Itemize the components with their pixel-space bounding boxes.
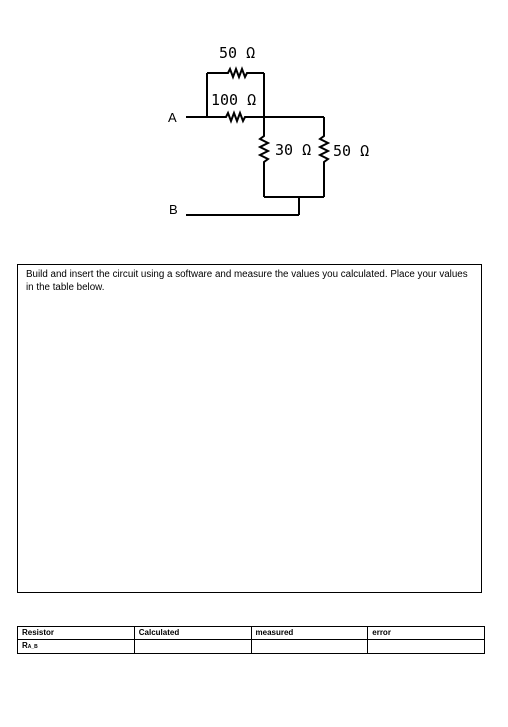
circuit-diagram xyxy=(0,0,508,260)
terminal-b-label: B xyxy=(169,202,178,217)
resistor-symbol: R xyxy=(22,641,28,650)
results-table xyxy=(17,626,485,654)
instructions-text: Build and insert the circuit using a software and measure the values you calculated. Place your values in the table below. xyxy=(26,269,468,293)
terminal-a-label: A xyxy=(168,110,177,125)
table-header-row xyxy=(18,627,485,640)
cell-error[interactable] xyxy=(368,640,485,654)
cell-calculated[interactable] xyxy=(134,640,251,654)
resistor-label-50-top: 50 Ω xyxy=(219,44,256,62)
cell-measured[interactable] xyxy=(251,640,368,654)
resistor-50-right xyxy=(320,117,328,197)
header-calculated: Calculated xyxy=(134,627,251,640)
answer-box[interactable] xyxy=(17,264,482,593)
header-error: error xyxy=(368,627,485,640)
resistor-label-100: 100 Ω xyxy=(211,91,257,109)
resistor-100 xyxy=(207,113,264,121)
header-measured: measured xyxy=(251,627,368,640)
cell-resistor xyxy=(18,640,135,654)
resistor-subscript: A_B xyxy=(27,644,38,650)
resistor-label-50-right: 50 Ω xyxy=(333,142,370,160)
resistor-label-30: 30 Ω xyxy=(275,141,312,159)
resistor-50-top xyxy=(207,69,264,77)
table-row xyxy=(18,640,485,654)
resistor-30 xyxy=(260,117,268,197)
header-resistor: Resistor xyxy=(18,627,135,640)
